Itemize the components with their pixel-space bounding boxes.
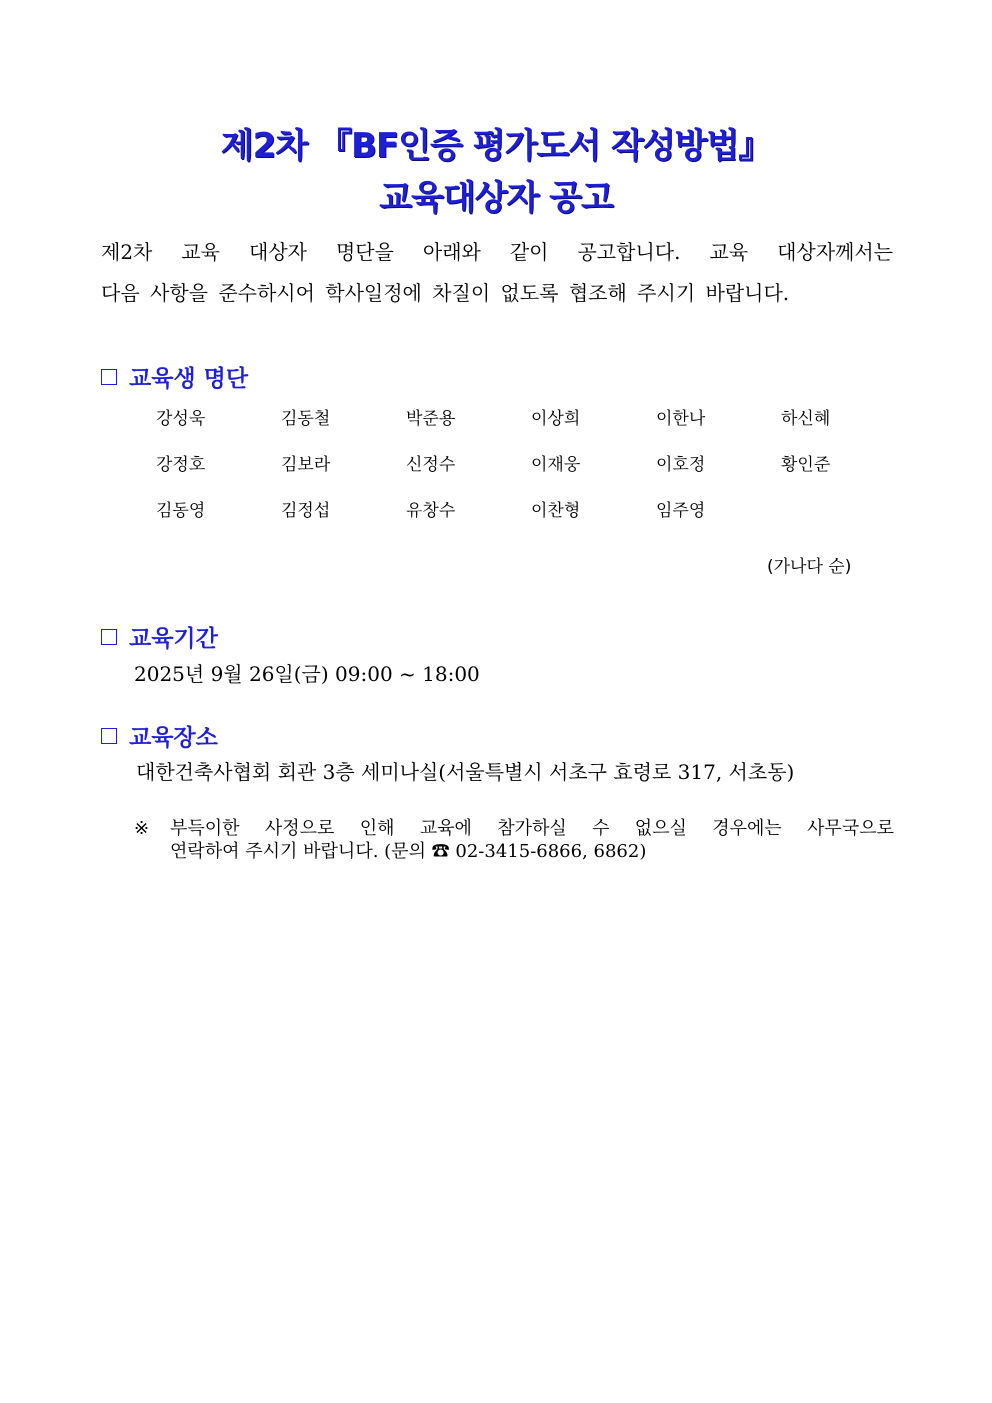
trainee-name: 이찬형 bbox=[531, 501, 581, 521]
section-roster-heading bbox=[101, 360, 248, 393]
order-note: (가나다 순) bbox=[767, 557, 852, 577]
notice-line1: 부득이한 사정으로 인해 교육에 참가하실 수 없으실 경우에는 사무국으로 bbox=[170, 818, 894, 839]
trainee-name: 강성욱 bbox=[156, 409, 206, 429]
trainee-name: 강정호 bbox=[156, 455, 206, 475]
intro-line1: 제2차 교육 대상자 명단을 아래와 같이 공고합니다. 교육 대상자께서는 bbox=[101, 240, 893, 264]
notice-line2: 연락하여 주시기 바랍니다. (문의 ☎ 02-3415-6866, 6862) bbox=[170, 841, 647, 862]
venue-value: 대한건축사협회 회관 3층 세미나실(서울특별시 서초구 효령로 317, 서초동) bbox=[136, 760, 795, 784]
trainee-name: 박준용 bbox=[406, 409, 456, 429]
checkbox-square-icon bbox=[101, 728, 117, 744]
contact-notice bbox=[134, 817, 894, 863]
trainee-name: 신정수 bbox=[406, 455, 456, 475]
trainee-name: 김동영 bbox=[156, 501, 206, 521]
notice-title-line1: 제2차 『BF인증 평가도서 작성방법』 bbox=[220, 126, 772, 166]
checkbox-square-icon bbox=[101, 629, 117, 645]
trainee-name: 임주영 bbox=[656, 501, 706, 521]
section-venue-label: 교육장소 bbox=[129, 725, 218, 751]
trainee-name: 유창수 bbox=[406, 501, 456, 521]
section-period-heading bbox=[101, 620, 218, 653]
checkbox-square-icon bbox=[101, 369, 117, 385]
section-roster-label: 교육생 명단 bbox=[129, 366, 249, 392]
trainee-name: 하신혜 bbox=[781, 409, 831, 429]
period-value: 2025년 9월 26일(금) 09:00 ~ 18:00 bbox=[134, 662, 480, 686]
trainee-name: 이재웅 bbox=[531, 455, 581, 475]
reference-mark-icon: ※ bbox=[134, 818, 150, 839]
trainee-name: 이호정 bbox=[656, 455, 706, 475]
trainee-roster bbox=[156, 408, 906, 522]
trainee-name: 이한나 bbox=[656, 409, 706, 429]
trainee-name-empty bbox=[781, 500, 906, 522]
trainee-name: 황인준 bbox=[781, 455, 831, 475]
trainee-name: 김보라 bbox=[281, 455, 331, 475]
trainee-name: 김동철 bbox=[281, 409, 331, 429]
intro-line2: 다음 사항을 준수하시어 학사일정에 차질이 없도록 협조해 주시기 바랍니다. bbox=[101, 281, 790, 305]
trainee-name: 이상희 bbox=[531, 409, 581, 429]
section-venue-heading bbox=[101, 719, 218, 752]
notice-title-line2: 교육대상자 공고 bbox=[379, 178, 613, 218]
section-period-label: 교육기간 bbox=[129, 626, 218, 652]
trainee-name: 김정섭 bbox=[281, 501, 331, 521]
